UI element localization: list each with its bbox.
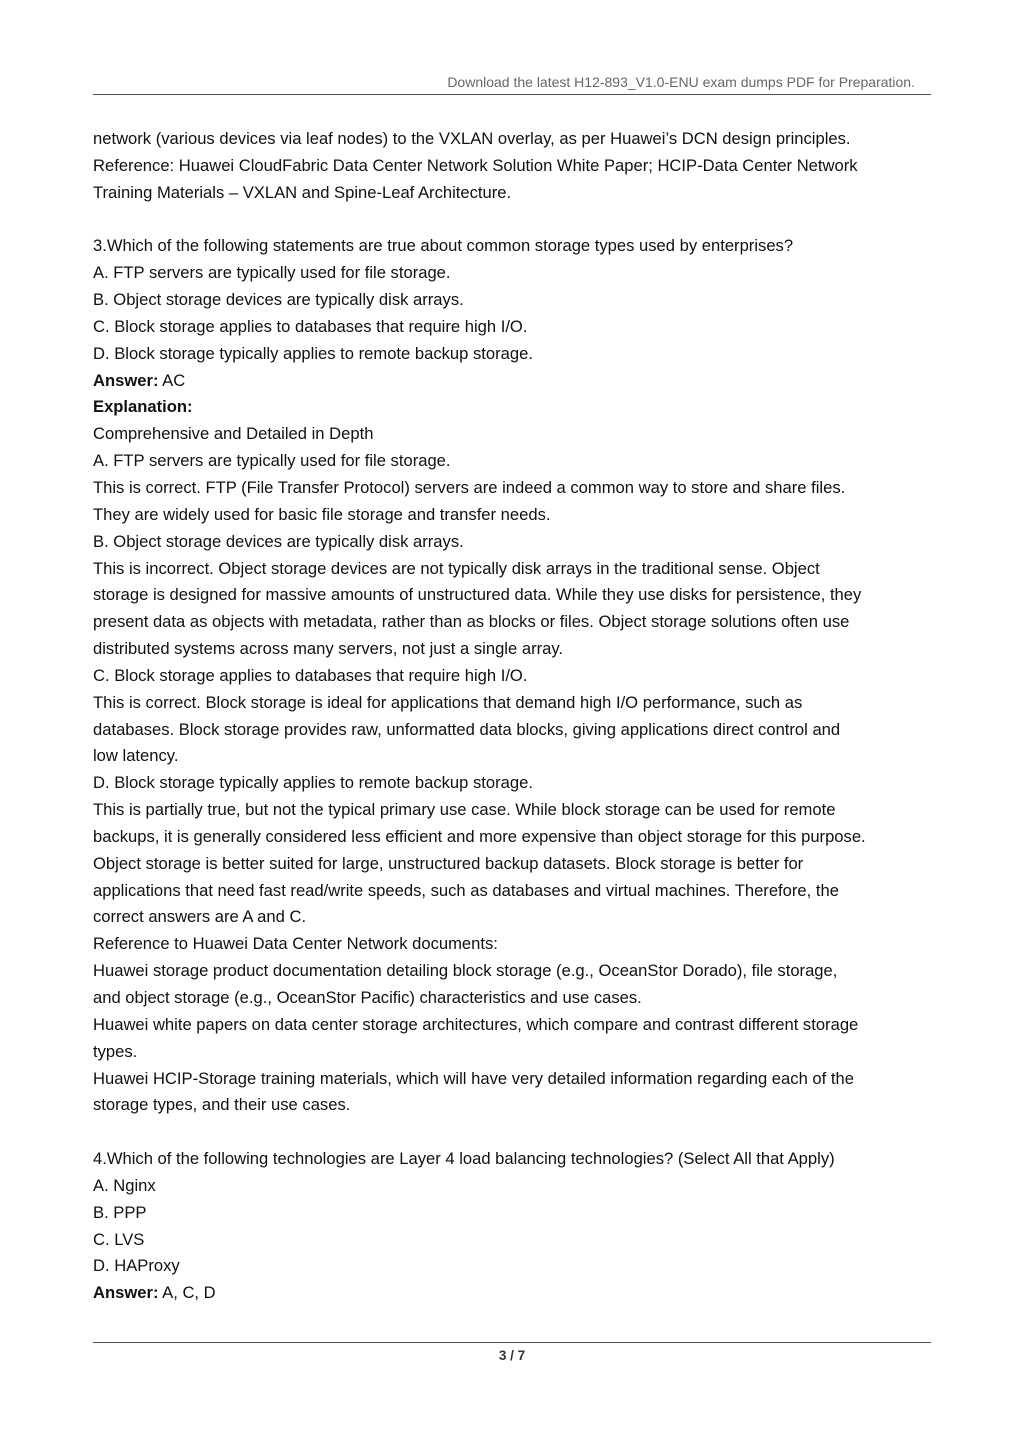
explanation-line: This is correct. FTP (File Transfer Protocol) servers are indeed a common way to store and share files. (93, 477, 846, 497)
answer-label: Answer: (93, 370, 159, 390)
explanation-line: Huawei white papers on data center storage architectures, which compare and contrast different storage (93, 1014, 859, 1034)
explanation-line: This is partially true, but not the typical primary use case. While block storage can be used for remote (93, 800, 836, 820)
option-a: A. FTP servers are typically used for file storage. (93, 263, 451, 283)
explanation-line: A. FTP servers are typically used for file storage. (93, 451, 451, 471)
explanation-line: types. (93, 1041, 138, 1061)
answer-label: Answer: (93, 1283, 159, 1303)
option-d: D. Block storage typically applies to remote backup storage. (93, 343, 533, 363)
answer-line (93, 368, 943, 395)
explanation-line: This is correct. Block storage is ideal for applications that demand high I/O performance, such as (93, 692, 803, 712)
question-text: 4.Which of the following technologies are Layer 4 load balancing technologies? (Select All that Apply) (93, 1149, 835, 1169)
option-a: A. Nginx (93, 1175, 156, 1195)
option-c: C. Block storage applies to databases that require high I/O. (93, 316, 528, 336)
footer-divider (93, 1342, 931, 1343)
explanation-line: They are widely used for basic file storage and transfer needs. (93, 504, 551, 524)
answer-line (93, 1280, 943, 1307)
answer-value: AC (158, 370, 186, 390)
option-b: B. PPP (93, 1202, 147, 1222)
intro-line: Reference: Huawei CloudFabric Data Center Network Solution White Paper; HCIP-Data Center Network (93, 155, 858, 175)
spacer (93, 1119, 943, 1146)
explanation-line: D. Block storage typically applies to remote backup storage. (93, 773, 533, 793)
intro-line: Training Materials – VXLAN and Spine-Leaf Architecture. (93, 182, 512, 202)
explanation-line: present data as objects with metadata, rather than as blocks or files. Object storage solutions often use (93, 612, 850, 632)
intro-line: network (various devices via leaf nodes) to the VXLAN overlay, as per Huawei’s DCN design principles. (93, 129, 851, 148)
question-4 (93, 1146, 943, 1307)
document-body (93, 126, 943, 1307)
option-d: D. HAProxy (93, 1256, 180, 1276)
question-3 (93, 233, 943, 1119)
explanation-line: Huawei HCIP-Storage training materials, which will have very detailed information regarding each of the (93, 1068, 854, 1088)
explanation-text (93, 421, 943, 1119)
explanation-line: Huawei storage product documentation detailing block storage (e.g., OceanStor Dorado), file storage, (93, 961, 838, 981)
explanation-line: storage is designed for massive amounts of unstructured data. While they use disks for persistence, they (93, 585, 862, 605)
spacer (93, 207, 943, 234)
question-text: 3.Which of the following statements are true about common storage types used by enterprises? (93, 236, 794, 256)
explanation-line: applications that need fast read/write speeds, such as databases and virtual machines. Therefore, the (93, 880, 839, 900)
header-text: Download the latest H12-893_V1.0-ENU exam dumps PDF for Preparation. (447, 74, 915, 90)
explanation-line: Reference to Huawei Data Center Network documents: (93, 934, 498, 954)
explanation-line: correct answers are A and C. (93, 907, 307, 927)
page-header (93, 72, 931, 95)
explanation-line: This is incorrect. Object storage devices are not typically disk arrays in the traditional sense. Object (93, 558, 820, 578)
explanation-label: Explanation: (93, 397, 193, 417)
option-b: B. Object storage devices are typically disk arrays. (93, 290, 464, 310)
option-c: C. LVS (93, 1229, 145, 1249)
explanation-line: and object storage (e.g., OceanStor Pacific) characteristics and use cases. (93, 988, 642, 1007)
answer-value: A, C, D (158, 1283, 216, 1303)
explanation-line: databases. Block storage provides raw, unformatted data blocks, giving applications direct control and (93, 719, 841, 739)
explanation-line: backups, it is generally considered less efficient and more expensive than object storage for this purpose. (93, 826, 866, 846)
explanation-line: B. Object storage devices are typically disk arrays. (93, 531, 464, 551)
explanation-line: Object storage is better suited for large, unstructured backup datasets. Block storage is better for (93, 853, 804, 873)
explanation-line: low latency. (93, 746, 179, 766)
explanation-line: C. Block storage applies to databases that require high I/O. (93, 665, 528, 685)
intro-paragraph (93, 126, 943, 207)
explanation-line: storage types, and their use cases. (93, 1095, 351, 1115)
explanation-line: Comprehensive and Detailed in Depth (93, 424, 374, 444)
page-number: 3 / 7 (498, 1348, 526, 1363)
explanation-line: distributed systems across many servers, not just a single array. (93, 639, 564, 659)
